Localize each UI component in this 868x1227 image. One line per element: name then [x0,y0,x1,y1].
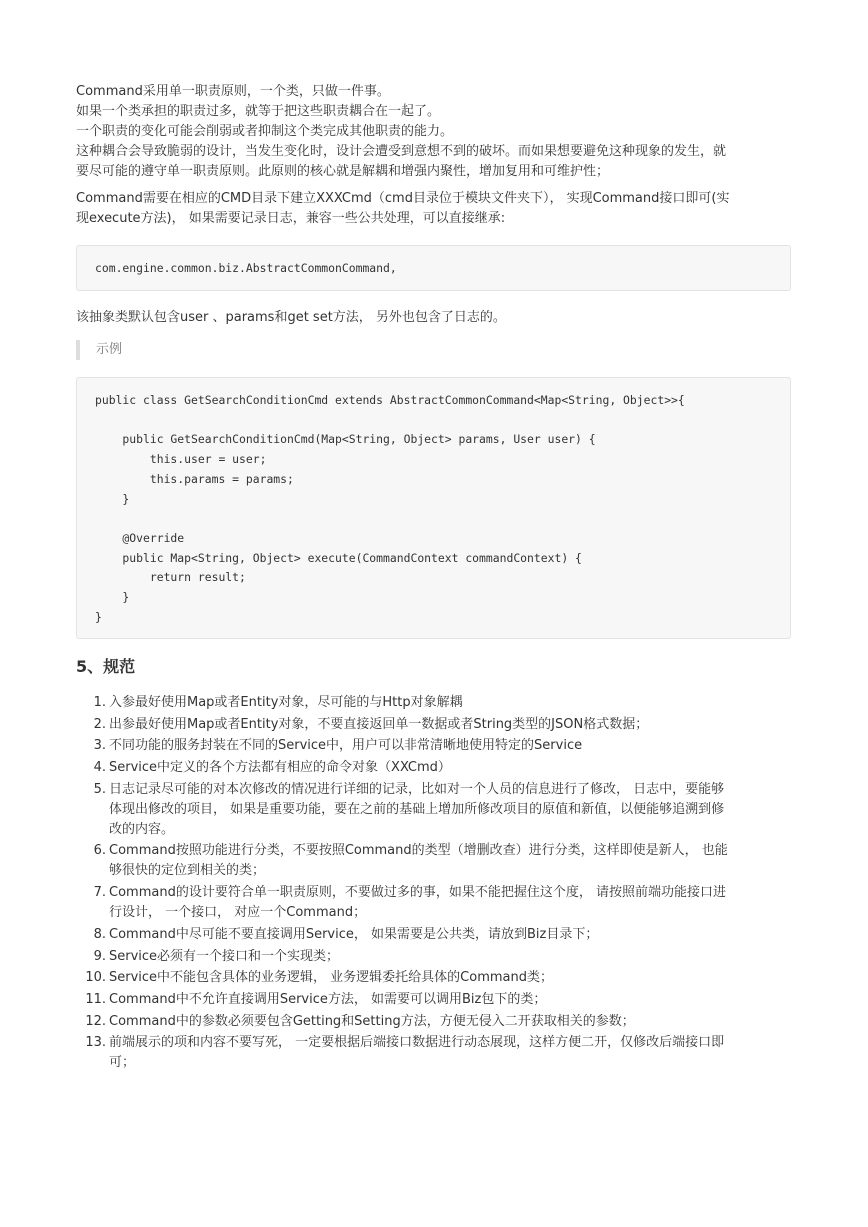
list-item-line: 行设计， 一个接口， 对应一个Command； [109,905,367,921]
list-item [76,947,791,967]
list-item [76,990,791,1010]
list-item [76,780,791,840]
list-item-line: Service必须有一个接口和一个实现类； [109,948,340,964]
command-line: 现execute方法)， 如果需要记录日志，兼容一些公共处理，可以直接继承: [76,211,506,226]
intro-line: 一个职责的变化可能会削弱或者抑制这个类完成其他职责的能力。 [76,124,454,139]
list-item [76,693,791,713]
list-item-line: Command中的参数必须要包含Getting和Setting方法，方便无侵入二开获取相关的参数； [109,1013,635,1029]
list-item [76,736,791,756]
list-number: 13. [85,1035,106,1051]
list-number: 11. [85,991,106,1007]
list-item [76,925,791,945]
list-number: 7. [93,885,106,901]
list-number: 9. [93,948,106,964]
list-number: 3. [93,738,106,754]
intro-line: 如果一个类承担的职责过多，就等于把这些职责耦合在一起了。 [76,104,441,119]
list-number: 5. [93,781,106,797]
list-number: 12. [85,1013,106,1029]
example-quote [76,340,791,360]
code-block-abstract-class [76,245,791,291]
document-page [76,82,791,1075]
list-item-line: 够很快的定位到相关的类； [109,863,266,879]
intro-paragraph [76,82,791,182]
list-item-line: Service中定义的各个方法都有相应的命令对象（XXCmd） [109,760,451,776]
list-item-line: Command中不允许直接调用Service方法， 如需要可以调用Biz包下的类； [109,991,547,1007]
list-number: 2. [93,716,106,732]
abstract-class-note: 该抽象类默认包含user 、params和get set方法， 另外也包含了日志的。 [76,310,506,325]
list-item [76,1012,791,1032]
intro-line: 要尽可能的遵守单一职责原则。此原则的核心就是解耦和增强内聚性，增加复用和可维护性； [76,164,610,179]
list-item-line: 前端展示的项和内容不要写死， 一定要根据后端接口数据进行动态展现，这样方便二开，仅修改后端接口即 [109,1035,725,1051]
list-item-line: 不同功能的服务封装在不同的Service中，用户可以非常清晰地使用特定的Service [109,738,583,754]
command-line: Command需要在相应的CMD目录下建立XXXCmd（cmd目录位于模块文件夹下）， 实现Command接口即可(实 [76,191,730,206]
section-heading: 5、规范 [76,657,136,676]
list-item-line: Service中不能包含具体的业务逻辑， 业务逻辑委托给具体的Command类； [109,970,553,986]
list-item-line: 入参最好使用Map或者Entity对象，尽可能的与Http对象解耦 [109,695,463,710]
list-number: 1. [93,695,106,710]
list-item [76,1033,791,1073]
list-number: 8. [93,926,106,942]
code-text: public class GetSearchConditionCmd extends AbstractCommonCommand<Map<String, Object>>{ public GetSearchConditionCmd(Map<String, Object> params, User user) { this.user = user; this.params = params; } @Override public Map<String, Object> execute(CommandContext commandContext) { return result; } } [95,393,685,624]
list-item [76,841,791,881]
intro-line: Command采用单一职责原则，一个类，只做一件事。 [76,84,390,99]
list-item [76,715,791,735]
example-quote-text: 示例 [96,342,123,357]
list-item-line: 改的内容。 [109,821,175,837]
code-block-example [76,377,791,639]
list-item-line: 可； [109,1055,136,1071]
spec-list [76,693,791,1073]
code-text: com.engine.common.biz.AbstractCommonCommand, [95,261,397,275]
list-number: 4. [93,760,106,776]
list-item-line: 出参最好使用Map或者Entity对象，不要直接返回单一数据或者String类型的JSON格式数据； [109,716,649,732]
list-number: 10. [85,970,106,986]
list-item [76,968,791,988]
list-item [76,758,791,778]
command-paragraph [76,189,791,229]
list-item-line: 日志记录尽可能的对本次修改的情况进行详细的记录，比如对一个人员的信息进行了修改， 日志中，要能够 [109,781,725,797]
list-item-line: Command的设计要符合单一职责原则，不要做过多的事，如果不能把握住这个度， 请按照前端功能接口进 [109,885,726,901]
list-number: 6. [93,843,106,859]
list-item [76,883,791,923]
list-item-line: Command中尽可能不要直接调用Service， 如果需要是公共类，请放到Biz目录下； [109,926,599,942]
list-item-line: Command按照功能进行分类，不要按照Command的类型（增删改查）进行分类，这样即使是新人， 也能 [109,843,728,859]
intro-line: 这种耦合会导致脆弱的设计，当发生变化时，设计会遭受到意想不到的破坏。而如果想要避免这种现象的发生，就 [76,144,727,159]
list-item-line: 体现出修改的项目， 如果是重要功能，要在之前的基础上增加所修改项目的原值和新值，以便能够追溯到修 [109,801,725,817]
